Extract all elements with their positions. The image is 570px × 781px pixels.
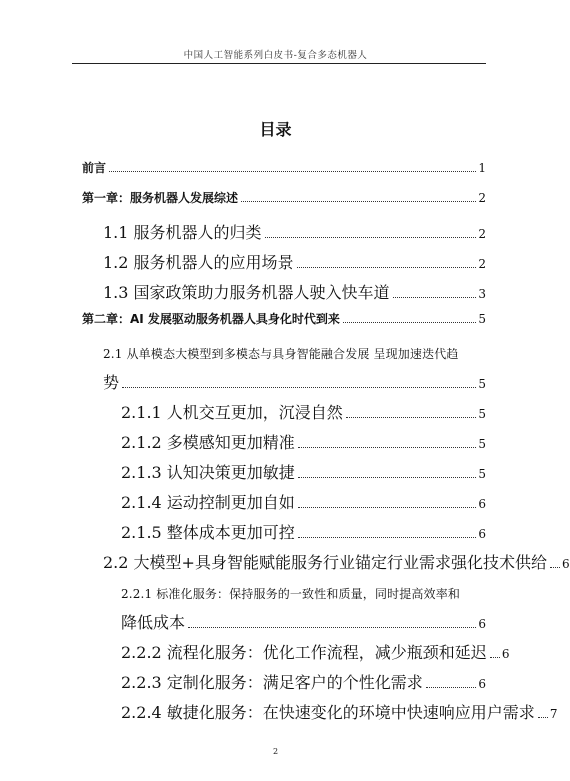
toc-entry-label-line1: 2.1 从单模态大模型到多模态与具身智能融合发展 呈现加速迭代趋 xyxy=(103,347,459,361)
toc-leader-dots xyxy=(550,567,560,568)
toc-leader-dots xyxy=(297,267,477,268)
toc-leader-dots xyxy=(490,657,500,658)
toc-entry-2-2-3[interactable] xyxy=(121,670,486,698)
toc-entry-label: 1.3 国家政策助力服务机器人驶入快车道 xyxy=(103,283,390,302)
toc-entry-page: 2 xyxy=(478,227,486,241)
toc-entry-label: 2.2 大模型+具身智能赋能服务行业锚定行业需求强化技术供给 xyxy=(103,553,547,572)
toc-entry-page: 5 xyxy=(478,312,486,326)
toc-entry-label: 前言 xyxy=(82,161,107,175)
toc-entry-label-line2: 势 xyxy=(103,373,120,392)
toc-entry-label: 2.2.2 流程化服务：优化工作流程，减少瓶颈和延迟 xyxy=(121,643,487,662)
toc-entry-label: 2.2.3 定制化服务：满足客户的个性化需求 xyxy=(121,673,423,692)
toc-leader-dots xyxy=(298,507,477,508)
toc-entry-label: 2.1.1 人机交互更加，沉浸自然 xyxy=(121,403,343,422)
toc-entry-label-line2: 降低成本 xyxy=(121,613,186,632)
toc-entry-1-3[interactable] xyxy=(103,280,486,308)
toc-entry-chapter-1[interactable] xyxy=(82,189,486,217)
toc-entry-1-2[interactable] xyxy=(103,250,486,278)
toc-entry-label: 第二章：AI 发展驱动服务机器人具身化时代到来 xyxy=(82,312,340,326)
toc-entry-label: 2.1.5 整体成本更加可控 xyxy=(121,523,295,542)
toc-leader-dots xyxy=(188,627,476,628)
toc-entry-page: 6 xyxy=(501,647,510,661)
toc-entry-1-1[interactable] xyxy=(103,220,486,248)
toc-entry-continuation xyxy=(121,610,486,638)
toc-entry-label: 2.1.2 多模感知更加精准 xyxy=(121,433,295,452)
toc-entry-label: 第一章：服务机器人发展综述 xyxy=(82,191,239,205)
toc-leader-dots xyxy=(265,237,477,238)
toc-leader-dots xyxy=(393,297,477,298)
toc-entry-page: 2 xyxy=(478,191,486,205)
toc-leader-dots xyxy=(343,322,476,323)
toc-entry-label: 2.1.4 运动控制更加自如 xyxy=(121,493,295,512)
toc-entry-2-1-5[interactable] xyxy=(121,520,486,548)
toc-leader-dots xyxy=(109,171,476,172)
toc-entry-label: 2.2.4 敏捷化服务：在快速变化的环境中快速响应用户需求 xyxy=(121,703,535,722)
toc-entry-label-line1: 2.2.1 标准化服务：保持服务的一致性和质量，同时提高效率和 xyxy=(121,587,460,601)
toc-leader-dots xyxy=(426,687,477,688)
toc-leader-dots xyxy=(346,417,477,418)
toc-leader-dots xyxy=(538,717,548,718)
toc-entry-2-1-1[interactable] xyxy=(121,400,486,428)
running-header: 中国人工智能系列白皮书-复合多态机器人 xyxy=(183,50,368,61)
toc-title: 目录 xyxy=(259,120,292,139)
toc-entry-page: 5 xyxy=(478,377,486,391)
toc-entry-label: 1.2 服务机器人的应用场景 xyxy=(103,253,294,272)
toc-leader-dots xyxy=(241,201,476,202)
toc-entry-2-2-4[interactable] xyxy=(121,700,558,728)
toc-entry-page: 7 xyxy=(549,707,558,721)
toc-entry-page: 5 xyxy=(478,407,486,421)
toc-entry-2-1-4[interactable] xyxy=(121,490,486,518)
header-rule xyxy=(72,63,486,64)
toc-entry-page: 6 xyxy=(478,527,486,541)
toc-entry-2-1-2[interactable] xyxy=(121,430,486,458)
toc-entry-page: 5 xyxy=(478,467,486,481)
toc-entry-label: 2.1.3 认知决策更加敏捷 xyxy=(121,463,295,482)
toc-entry-page: 2 xyxy=(478,257,486,271)
toc-entry-2-2-2[interactable] xyxy=(121,640,510,668)
toc-entry-2-2[interactable] xyxy=(103,550,570,578)
toc-leader-dots xyxy=(122,387,476,388)
toc-leader-dots xyxy=(298,537,477,538)
toc-entry-page: 3 xyxy=(478,287,486,301)
toc-entry-preface[interactable] xyxy=(82,159,486,187)
page-number: 2 xyxy=(272,747,279,756)
toc-leader-dots xyxy=(298,447,477,448)
toc-entry-page: 5 xyxy=(478,437,486,451)
toc-entry-continuation xyxy=(103,370,486,398)
toc-entry-page: 1 xyxy=(478,161,486,175)
toc-entry-2-1-3[interactable] xyxy=(121,460,486,488)
toc-entry-page: 6 xyxy=(478,497,486,511)
toc-entry-page: 6 xyxy=(478,677,486,691)
toc-leader-dots xyxy=(298,477,477,478)
toc-entry-page: 6 xyxy=(478,617,486,631)
toc-entry-page: 6 xyxy=(561,557,570,571)
toc-entry-chapter-2[interactable] xyxy=(82,310,486,338)
toc-entry-label: 1.1 服务机器人的归类 xyxy=(103,223,262,242)
